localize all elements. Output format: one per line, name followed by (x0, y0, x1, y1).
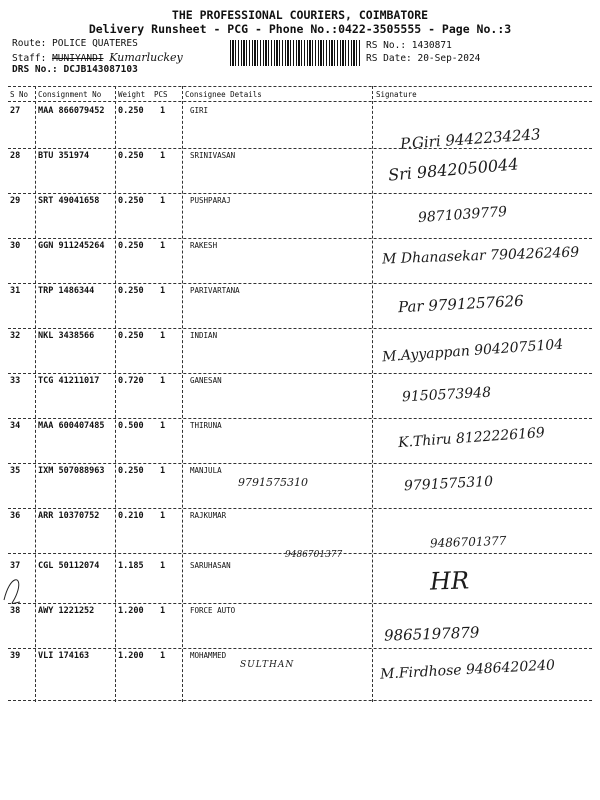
staff-label: Staff: (12, 53, 47, 64)
staff-handwritten: Kumarluckey (109, 51, 183, 64)
col-header-weight: Weight (118, 90, 146, 99)
col-header-consignee: Consignee Details (185, 90, 262, 99)
row-sno: 29 (10, 196, 21, 206)
row-consignment-no: MAA 866079452 (38, 106, 105, 116)
row-pcs: 1 (160, 561, 166, 571)
row-weight: 0.720 (118, 376, 144, 386)
col-header-signature: Signature (376, 90, 417, 99)
row-signature: 9486701377 (429, 533, 507, 551)
row-sno: 34 (10, 421, 21, 431)
row-signature: 9865197879 (383, 623, 480, 645)
row-weight: 0.250 (118, 286, 144, 296)
row-weight: 0.500 (118, 421, 144, 431)
row-consignee: GIRI (190, 106, 209, 115)
row-signature: 9791575310 (403, 473, 494, 495)
row-consignee: INDIAN (190, 331, 218, 340)
row-consignment-no: BTU 351974 (38, 151, 90, 161)
row-divider (8, 148, 592, 149)
row-consignee: GANESAN (190, 376, 222, 385)
row-sno: 35 (10, 466, 21, 476)
row-signature: Par 9791257626 (397, 291, 525, 317)
row-divider (8, 238, 592, 239)
row-consignment-no: MAA 600407485 (38, 421, 105, 431)
row-divider (8, 508, 592, 509)
row-divider (8, 603, 592, 604)
col-divider (115, 86, 116, 702)
staff-line (12, 51, 183, 64)
row-consignment-no: CGL 50112074 (38, 561, 100, 571)
manjula-handwritten-note: 9791575310 (238, 476, 308, 489)
rs-number: RS No.: 1430871 (366, 40, 452, 51)
row-consignment-no: TRP 1486344 (38, 286, 95, 296)
row-consignment-no: TCG 41211017 (38, 376, 100, 386)
row-consignee: SRINIVASAN (190, 151, 236, 160)
row-sno: 38 (10, 606, 21, 616)
row-consignee: RAJKUMAR (190, 511, 227, 520)
row-pcs: 1 (160, 151, 166, 161)
row-signature: 9871039779 (417, 203, 508, 227)
col-divider (35, 86, 36, 702)
row-consignee: FORCE AUTO (190, 606, 236, 615)
row-consignee: THIRUNA (190, 421, 222, 430)
row-signature: HR (429, 566, 470, 596)
row-pcs: 1 (160, 606, 166, 616)
col-header-sno: S No (10, 90, 29, 99)
row-consignment-no: AWY 1221252 (38, 606, 95, 616)
row-divider (8, 373, 592, 374)
row-divider (8, 700, 592, 701)
row-sno: 28 (10, 151, 21, 161)
row-sno: 37 (10, 561, 21, 571)
row-pcs: 1 (160, 196, 166, 206)
row-signature: K.Thiru 8122226169 (397, 424, 546, 452)
row-consignee: MOHAMMED (190, 651, 227, 660)
row-pcs: 1 (160, 511, 166, 521)
row-consignee: MANJULA (190, 466, 222, 475)
row-divider (8, 418, 592, 419)
row-pcs: 1 (160, 466, 166, 476)
drs-number: DRS No.: DCJB143087103 (12, 64, 138, 75)
row-weight: 0.210 (118, 511, 144, 521)
row-weight: 0.250 (118, 106, 144, 116)
row-consignee: PARIVARTANA (190, 286, 240, 295)
row-signature: M.Firdhose 9486420240 (379, 657, 556, 683)
row-weight: 1.200 (118, 606, 144, 616)
margin-scribble-icon (0, 570, 28, 610)
row-pcs: 1 (160, 241, 166, 251)
row-signature: 9150573948 (401, 384, 492, 406)
rajkumar-handwritten-note: 9486701377 (285, 550, 343, 560)
row-consignment-no: SRT 49041658 (38, 196, 100, 206)
row-consignee: RAKESH (190, 241, 218, 250)
row-consignment-no: NKL 3438566 (38, 331, 95, 341)
row-consignee: PUSHPARAJ (190, 196, 231, 205)
row-divider (8, 328, 592, 329)
row-consignee: SARUHASAN (190, 561, 231, 570)
row-signature: Sri 9842050044 (387, 154, 520, 185)
row-weight: 1.200 (118, 651, 144, 661)
row-sno: 31 (10, 286, 21, 296)
row-divider (8, 463, 592, 464)
row-weight: 0.250 (118, 331, 144, 341)
barcode (230, 40, 360, 66)
row-pcs: 1 (160, 106, 166, 116)
table-top-line (8, 86, 592, 87)
staff-name: MUNIYANDI (52, 53, 104, 64)
company-title: THE PROFESSIONAL COURIERS, COIMBATORE (171, 8, 429, 22)
row-sno: 36 (10, 511, 21, 521)
col-header-pcs: PCS (154, 90, 168, 99)
mohammed-handwritten-note: SULTHAN (240, 660, 295, 670)
row-sno: 33 (10, 376, 21, 386)
row-signature: P.Giri 9442234243 (399, 125, 542, 153)
rs-date: RS Date: 20-Sep-2024 (366, 53, 481, 64)
row-weight: 1.185 (118, 561, 144, 571)
row-weight: 0.250 (118, 241, 144, 251)
row-signature: M Dhanasekar 7904262469 (381, 244, 580, 268)
row-consignment-no: IXM 507088963 (38, 466, 105, 476)
row-consignment-no: GGN 911245264 (38, 241, 105, 251)
row-divider (8, 283, 592, 284)
row-sno: 27 (10, 106, 21, 116)
row-weight: 0.250 (118, 196, 144, 206)
row-pcs: 1 (160, 651, 166, 661)
header-bottom-line (8, 101, 592, 102)
row-pcs: 1 (160, 331, 166, 341)
row-sno: 30 (10, 241, 21, 251)
row-consignment-no: VLI 174163 (38, 651, 90, 661)
route-label: Route: POLICE QUATERES (12, 38, 138, 49)
row-divider (8, 648, 592, 649)
row-divider (8, 193, 592, 194)
row-sno: 39 (10, 651, 21, 661)
row-pcs: 1 (160, 286, 166, 296)
col-header-consignment: Consignment No (38, 90, 102, 99)
row-pcs: 1 (160, 376, 166, 386)
col-divider (182, 86, 183, 702)
row-weight: 0.250 (118, 151, 144, 161)
row-consignment-no: ARR 10370752 (38, 511, 100, 521)
col-divider (372, 86, 373, 702)
row-sno: 32 (10, 331, 21, 341)
runsheet-title: Delivery Runsheet - PCG - Phone No.:0422-3505555 - Page No.:3 (88, 22, 512, 36)
row-signature: M.Ayyappan 9042075104 (381, 336, 564, 366)
row-pcs: 1 (160, 421, 166, 431)
row-weight: 0.250 (118, 466, 144, 476)
